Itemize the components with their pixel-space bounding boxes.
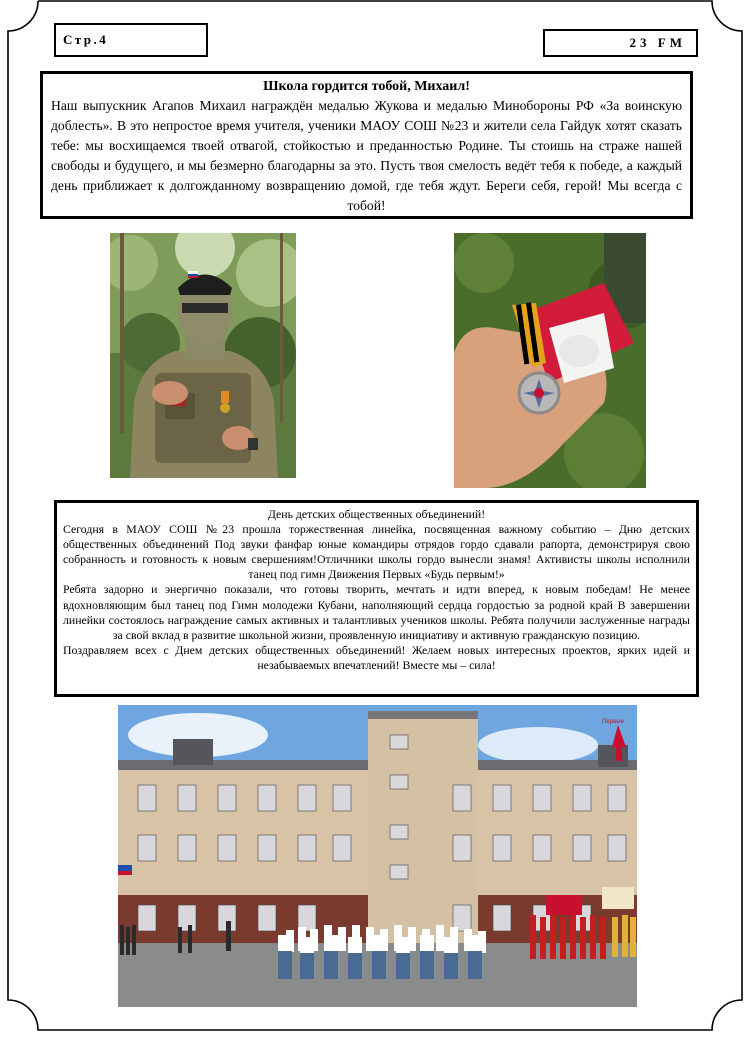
outlet-name: 23 FM xyxy=(629,35,686,50)
soldier-photo xyxy=(110,233,296,478)
page-number: Стр.4 xyxy=(63,32,109,47)
article-paragraph: Сегодня в МАОУ СОШ №23 прошла торжественная линейка, посвященная важному событию – Дню детских общественных объединений Под звуки фанфар юные командиры отрядов гордо сдавали рапорта, демонстрируя свою собранность и готовность к новым свершениям!Отличники школы гордо вынесли знамя! Активисты школы исполнили танец под гимн Движения Первых «Будь первым!» xyxy=(63,522,690,582)
article-body: Наш выпускник Агапов Михаил награждён медалью Жукова и медалью Минобороны РФ «За воинскую доблесть». В это непростое время учителя, ученики МАОУ СОШ №23 и жители села Гайдук хотят сказать тебе: мы восхищаемся твоей отвагой, стойкостью и преданностью Родине. Ты стоишь на страже нашей свободы и будущего, и мы безмерно благодарны за это. Пусть твоя смелость ведёт тебя к победе, а каждый день приближает к долгожданному возвращению домой, где тебя ждут. Береги себя, герой! Мы всегда с тобой! xyxy=(51,98,682,213)
article-title: Школа гордится тобой, Михаил! xyxy=(263,79,470,94)
article-paragraph: Поздравляем всех с Днем детских общественных объединений! Желаем новых интересных проектов, ярких идей и незабываемых впечатлений! Вместе мы – сила! xyxy=(63,642,690,672)
article-children-associations-day xyxy=(54,500,699,697)
article-title: День детских общественных объединений! xyxy=(267,507,486,521)
page-number-box xyxy=(54,23,208,57)
article-graduate-award xyxy=(40,71,693,219)
article-paragraph: Ребята задорно и энергично показали, что готовы творить, мечтать и идти вперед, к новым победам! Не менее вдохновляющим был танец под Гимн молодежи Кубани, наполняющий сердца гордостью за родной край В завершении линейки состоялось награждение самых активных и талантливых учеников школы. Ребята получили заслуженные награды за свой вклад в развитие школьной жизни, проявленную инициативу и активную гражданскую позицию. xyxy=(63,582,690,642)
medal-photo xyxy=(454,233,646,488)
school-event-photo xyxy=(118,705,637,1007)
outlet-name-box xyxy=(543,29,698,57)
school-sign-text: Первые xyxy=(602,719,624,725)
